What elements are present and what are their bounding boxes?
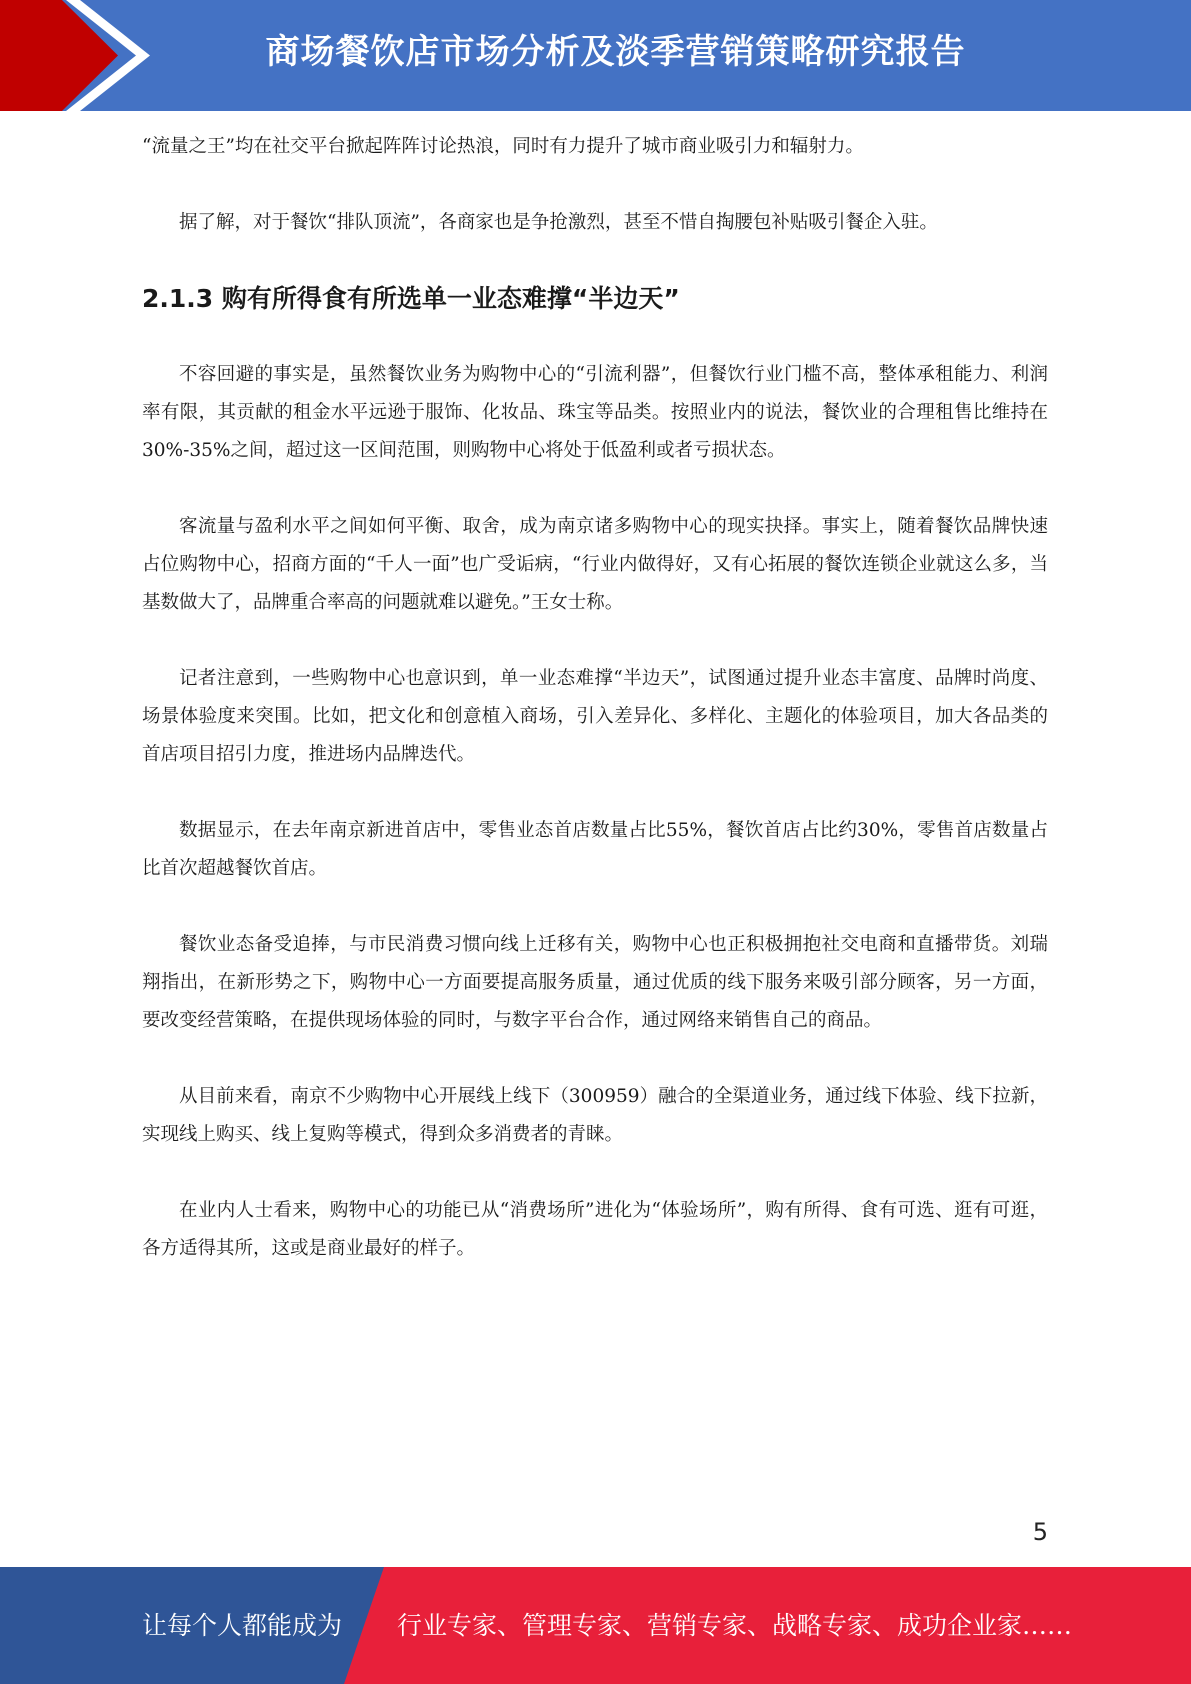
footer-slogan-left: 让每个人都能成为 xyxy=(142,1611,343,1640)
paragraph: 在业内人士看来，购物中心的功能已从“消费场所”进化为“体验场所”，购有所得、食有可选、逛有可逛，各方适得其所，这或是商业最好的样子。 xyxy=(142,1200,1048,1259)
paragraph: 记者注意到，一些购物中心也意识到，单一业态难撑“半边天”，试图通过提升业态丰富度、品牌时尚度、场景体验度来突围。比如，把文化和创意植入商场，引入差异化、多样化、主题化的体验项目，加大各品类的首店项目招引力度，推进场内品牌迭代。 xyxy=(142,668,1048,765)
page-header xyxy=(0,0,1191,111)
page-footer xyxy=(0,1567,1191,1684)
main-content xyxy=(142,128,1048,1306)
footer-slogan-right: 行业专家、管理专家、营销专家、战略专家、成功企业家…… xyxy=(397,1611,1073,1640)
section-heading: 2.1.3 购有所得食有所选单一业态难撑“半边天” xyxy=(142,284,680,313)
paragraph: 数据显示，在去年南京新进首店中，零售业态首店数量占比55%，餐饮首店占比约30%，零售首店数量占比首次超越餐饮首店。 xyxy=(142,820,1048,879)
paragraph: 不容回避的事实是，虽然餐饮业务为购物中心的“引流利器”，但餐饮行业门槛不高，整体承租能力、利润率有限，其贡献的租金水平远逊于服饰、化妆品、珠宝等品类。按照业内的说法，餐饮业的合理租售比维持在30%-35%之间，超过这一区间范围，则购物中心将处于低盈利或者亏损状态。 xyxy=(142,364,1048,461)
paragraph: “流量之王”均在社交平台掀起阵阵讨论热浪，同时有力提升了城市商业吸引力和辐射力。 xyxy=(142,136,864,157)
paragraph: 餐饮业态备受追捧，与市民消费习惯向线上迁移有关，购物中心也正积极拥抱社交电商和直播带货。刘瑞翔指出，在新形势之下，购物中心一方面要提高服务质量，通过优质的线下服务来吸引部分顾客，另一方面，要改变经营策略，在提供现场体验的同时，与数字平台合作，通过网络来销售自己的商品。 xyxy=(142,934,1048,1031)
page-number: 5 xyxy=(1032,1518,1048,1546)
paragraph: 据了解，对于餐饮“排队顶流”，各商家也是争抢激烈，甚至不惜自掏腰包补贴吸引餐企入驻。 xyxy=(179,212,938,233)
report-title: 商场餐饮店市场分析及淡季营销策略研究报告 xyxy=(265,32,966,72)
paragraph: 从目前来看，南京不少购物中心开展线上线下（300959）融合的全渠道业务，通过线下体验、线下拉新，实现线上购买、线上复购等模式，得到众多消费者的青睐。 xyxy=(142,1086,1048,1145)
paragraph: 客流量与盈利水平之间如何平衡、取舍，成为南京诸多购物中心的现实抉择。事实上，随着餐饮品牌快速占位购物中心，招商方面的“千人一面”也广受诟病，“行业内做得好，又有心拓展的餐饮连锁企业就这么多，当基数做大了，品牌重合率高的问题就难以避免。”王女士称。 xyxy=(142,516,1048,613)
